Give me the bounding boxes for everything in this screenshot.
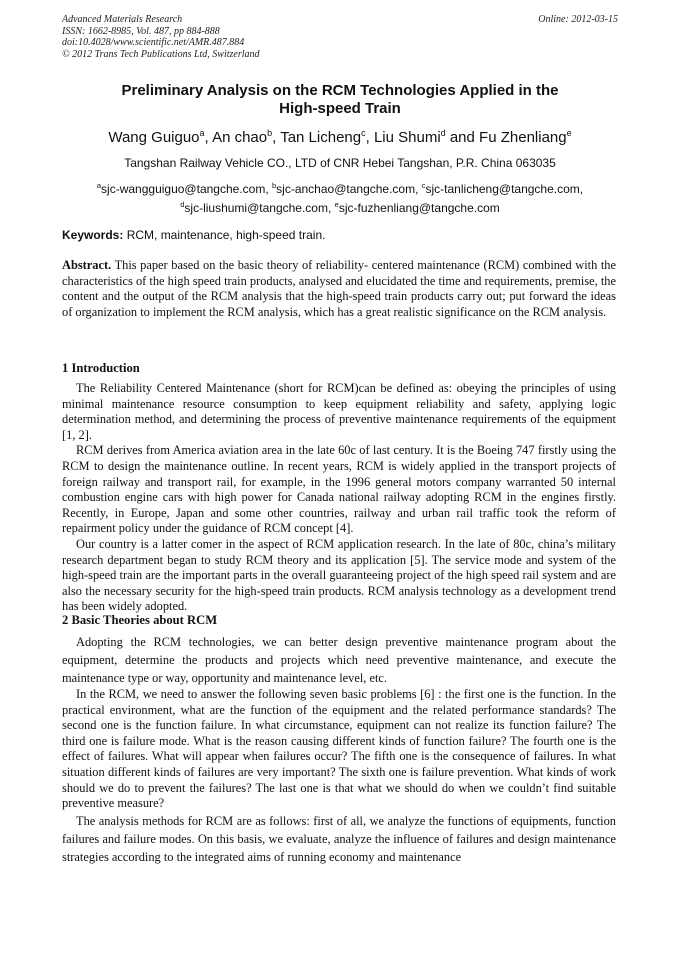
author-emails [62, 178, 618, 216]
author-sup: e [566, 128, 572, 138]
paragraph: Our country is a latter comer in the aspect of RCM application research. In the late of 80c, china’s military research department began to study RCM theory and its application [5]. The service mode and system of the high-speed train are the important parts in the overall guaranteeing project of the high speed rail system and are also the necessary security for the high-speed train products. RCM analysis technology as a development trend has been widely adopted. [62, 536, 616, 614]
section-basic-theories [62, 612, 616, 866]
abstract [62, 258, 616, 320]
author-sep: , [272, 129, 281, 146]
emails-line-2: $^d$sjc-liushumi@tangche.com, $^e$sjc-fuzhenliang@tangche.com [180, 200, 500, 215]
section-heading: 1 Introduction [62, 361, 140, 375]
author-sup: b [267, 128, 273, 138]
email-a[interactable]: sjc-wangguiguo@tangche.com [101, 182, 266, 196]
abstract-text: This paper based on the basic theory of reliability- centered maintenance (RCM) combined with the characteristics of the high speed train products, analysed and elucidated the time and requirements, premise, the content and the output of the RCM analysis that the high-speed train products carry out; put forward the ideas of organization to implement the RCM analysis, which has a great realistic significance on the RCM analysis. [62, 258, 616, 319]
author-list [62, 124, 618, 147]
section-introduction [62, 360, 616, 615]
author-sep: and [445, 129, 480, 146]
copyright-line: © 2012 Trans Tech Publications Ltd, Switzerland [62, 48, 260, 60]
journal-name: Advanced Materials Research [62, 14, 183, 25]
abstract-label: Abstract. [62, 258, 112, 272]
paragraph: The analysis methods for RCM are as follows: first of all, we analyze the functions of equipments, function failures and failure modes. On this basis, we evaluate, analyze the influence of failures and design maintenance strategies according to the integrated aims of running economy and maintenance [62, 813, 616, 864]
keywords [62, 228, 618, 243]
author-sup: d [440, 128, 446, 138]
author-name: Liu Shumi [373, 129, 441, 146]
issn-line: ISSN: 1662-8985, Vol. 487, pp 884-888 [62, 25, 220, 37]
paragraph: In the RCM, we need to answer the following seven basic problems [6] : the first one is the function. In the practical environment, what are the function of the equipment and the related performance standards? The second one is the function failure. In what circumstance, equipment can not realize its function failure? The third one is failure mode. What is the reason causing different kinds of function failure? The fourth one is the effect of failures. What will appear when failures occur? The fifth one is the consequence of failures. In what situation different kinds of failures are very important? The sixth one is failure prevention. What kinds of work should we do to prevent the failures? The last one is that what we should do when we couldn’t find suitable preventive measure? [62, 687, 616, 811]
author-sup: c [361, 128, 366, 138]
paragraph: The Reliability Centered Maintenance (short for RCM)can be defined as: obeying the principles of using minimal maintenance resource consumption to keep equipment reliability and safety, applying logic determination method, and determining the process of preventive maintenance requirements of the equipment [1, 2]. [62, 381, 616, 442]
title-line-1: Preliminary Analysis on the RCM Technologies Applied in the [121, 82, 559, 99]
email-e[interactable]: sjc-fuzhenliang@tangche.com [338, 201, 500, 215]
email-d[interactable]: sjc-liushumi@tangche.com [184, 201, 328, 215]
author-sep: , [365, 129, 374, 146]
author-sup: a [199, 128, 205, 138]
email-b[interactable]: sjc-anchao@tangche.com [276, 182, 416, 196]
keywords-label: Keywords: [62, 228, 124, 242]
doi-line: doi:10.4028/www.scientific.net/AMR.487.884 [62, 37, 245, 48]
section-heading: 2 Basic Theories about RCM [62, 613, 218, 627]
paper-title [62, 82, 618, 118]
email-c[interactable]: sjc-tanlicheng@tangche.com [425, 182, 580, 196]
affiliation: Tangshan Railway Vehicle CO., LTD of CNR Hebei Tangshan, P.R. China 063035 [124, 156, 556, 170]
author-name: Fu Zhenliang [479, 129, 567, 146]
title-line-2: High-speed Train [279, 100, 401, 117]
journal-header [62, 14, 618, 60]
emails-line-1: $^a$sjc-wangguiguo@tangche.com, $^b$sjc-anchao@tangche.com, $^c$sjc-tanlicheng@tangche.com, [96, 181, 584, 196]
online-date: Online: 2012-03-15 [538, 14, 618, 25]
keywords-text: RCM, maintenance, high-speed train. [123, 228, 326, 242]
author-sep: , [204, 129, 213, 146]
author-name: Tan Licheng [280, 129, 362, 146]
author-name: An chao [212, 129, 268, 146]
paragraph: Adopting the RCM technologies, we can better design preventive maintenance program about the equipment, determine the products and projects which need preventive maintenance, and execute the maintenance type or way, opportunity and maintenance level, etc. [62, 635, 616, 685]
author-name: Wang Guiguo [108, 129, 200, 146]
paragraph: RCM derives from America aviation area in the late 60c of last century. It is the Boeing 747 firstly using the RCM to design the maintenance outline. In recent years, RCM is widely applied in the transport projects of foreign railway and transport rail, for example, in the 1996 general motors company warranted 50 internal combustion engine cars with high power for Canada national railway adopting RCM in the engines firstly. Recently, in Europe, Japan and some other countries, railway and urban rail traffic took the reform of repairment policy under the guidance of RCM concept [4]. [62, 443, 616, 536]
